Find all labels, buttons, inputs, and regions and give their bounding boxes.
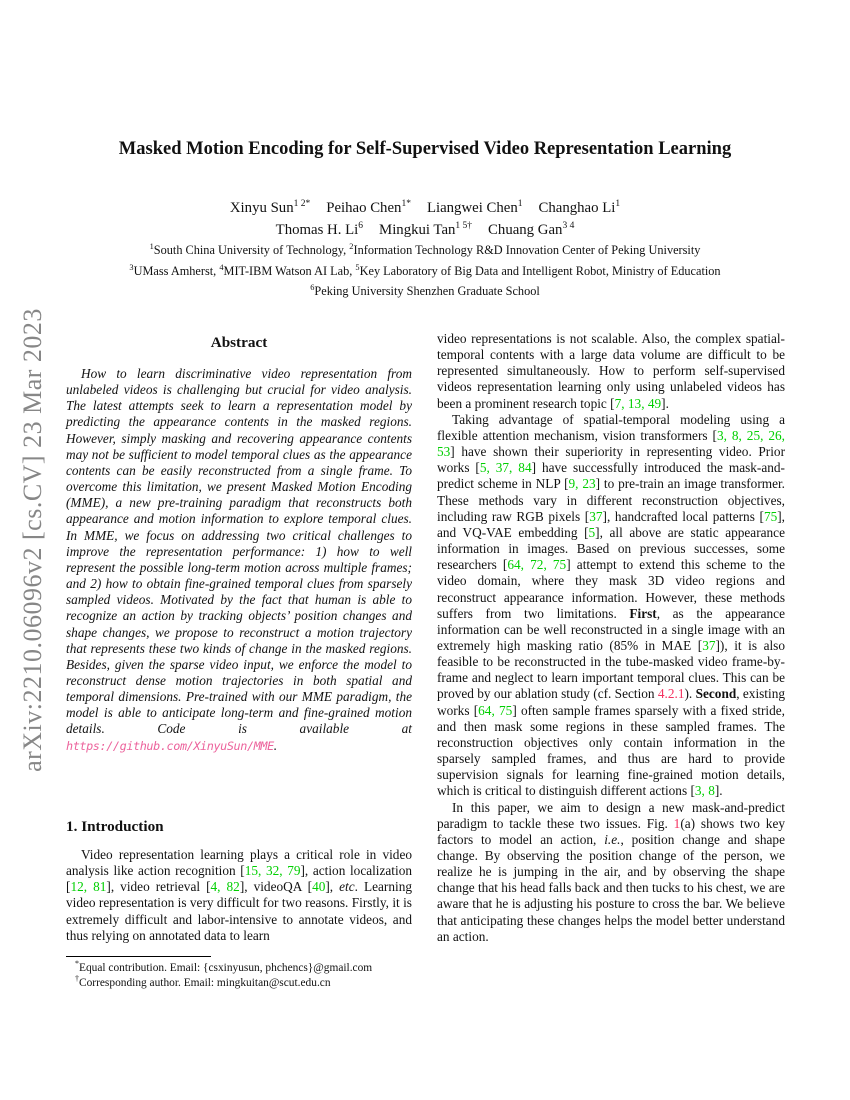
citation-link[interactable]: 4, 82 [210,879,240,895]
text-run: ], [325,879,340,895]
citation-link[interactable]: 5 [588,524,596,540]
citation-link[interactable]: 40 [312,879,326,895]
text-run: Peking University Shenzhen Graduate School [314,284,540,298]
superscript-marker: † [75,974,79,983]
text-run: , position change and shape change. By observing the position change of the person, we realize he is jumping in the air, and by observing the shape change that his head falls back and then tucks to his chest, we are aware that he is adjusting his posture to cross the bar. We believe that anticipating these changes helps the model better understand an action. [437,831,785,944]
text-run: Corresponding author. Email: mingkuitan@scut.edu.cn [79,976,331,989]
text-run: Information Technology R&D Innovation Center of Peking University [353,243,701,257]
abstract-text [66,366,412,754]
citation-link[interactable]: 9, 23 [568,476,596,492]
citation-link[interactable]: 3, 8, 25, 26, 53 [437,427,785,460]
author: Xinyu Sun$^{1 2*}$ [229,199,311,216]
text-run: ], video retrieval [ [106,879,211,895]
abstract-heading: Abstract [210,334,268,351]
introduction-heading: 1. Introduction [66,818,164,835]
superscript-marker: 2 [349,241,354,251]
text-run: . [273,737,278,753]
author-superscript: 1 [615,199,621,210]
text-run: ], and VQ-VAE embedding [ [437,508,785,540]
footnote-equal-contribution [66,961,412,976]
text-run: How to learn discriminative video representation from unlabeled videos is challenging but crucial for video analysis. The latest attempts seek to learn a representation model by predicting the appearance contents in the masked regions. However, simply masking and recovering appearance contents may not be sufficient to model temporal clues as the appearance contents can be easily reconstructed from a single frame. To overcome this limitation, we present Masked Motion Encoding (MME), a new pre-training paradigm that reconstructs both appearance and motion information to explore temporal clues. In MME, we focus on addressing two critical challenges to improve the representation performance: 1) how to well represent the possible long-term motion across multiple frames; and 2) how to obtain fine-grained temporal clues from sparsely sampled videos. Motivated by the fact that human is able to recognize an action by tracking objects’ position changes and shape changes, we propose to reconstruct a motion trajectory that represents these two kinds of change in the masked regions. Besides, given the sparse video input, we enforce the model to reconstruct dense motion trajectories in both spatial and temporal dimensions. Pre-trained with our MME paradigm, the model is able to anticipate long-term and fine-grained motion details. Code is available at [66,366,412,737]
citation-link[interactable]: 64, 75 [478,702,513,718]
text-run: ], handcrafted local patterns [ [602,508,764,524]
author: Peihao Chen$^{1*}$ [326,199,411,216]
affiliation-line [0,261,850,282]
text-run: video representations is not scalable. Also, the complex spatial-temporal contents with a large data volume are difficult to be represented simultaneously. How to perform self-supervised videos representation learning only using unlabeled videos has been a prominent research topic [ [437,331,785,411]
author: Liangwei Chen$^1$ [426,199,523,216]
author-superscript: 1 [517,199,523,210]
author-superscript: 1 2* [293,199,311,210]
text-run: Equal contribution. Email: {csxinyusun, phchencs}@gmail.com [79,962,373,974]
author: Changhao Li$^1$ [538,199,621,216]
author: Thomas H. Li$^6$ [275,221,364,238]
text-run: ], all above are static appearance information in images. Based on previous successes, some researchers [ [437,524,785,573]
text-run: ]. [714,783,723,799]
text-run: ]. [661,395,669,411]
section-ref-link[interactable]: 1 [673,815,681,831]
superscript-marker: * [75,959,79,969]
author: Mingkui Tan$^{1 5\dagger}$ [379,221,473,238]
superscript-marker: 6 [310,282,315,292]
superscript-marker: 1 [149,241,154,251]
text-run-bold: First [629,605,657,621]
text-run: MIT-IBM Watson AI Lab, [223,263,356,278]
author-block [0,197,850,241]
section-ref-link[interactable]: 4.2.1 [657,686,685,702]
text-run: Video representation learning plays a critical role in video analysis like action recognition [ [66,847,412,879]
code-repository-link[interactable]: https://github.com/XinyuSun/MME [66,738,274,753]
text-run: Taking advantage of spatial-temporal modeling using a flexible attention mechanism, vision transformers [ [437,411,785,443]
author-superscript: 1* [401,199,411,210]
citation-link[interactable]: 37 [702,637,716,653]
text-run: , existing works [ [437,686,785,718]
footnote-block [66,961,412,991]
text-run: ] to pre-train an image transformer. These methods vary in different reconstruction objectives, including raw RGB pixels [ [437,476,786,524]
text-run: (a) shows two key factors to model an action, [437,815,786,847]
author-superscript: 1 5† [455,221,473,232]
superscript-marker: 5 [355,262,360,272]
text-run-bold: Second [695,686,737,702]
right-column [437,331,785,945]
text-run-italic: i.e. [604,831,621,847]
author-superscript: 3 4 [562,221,575,232]
author: Chuang Gan$^{3 4}$ [488,221,575,238]
text-run: . Learning video representation is very difficult for two reasons. Firstly, it is extremely difficult and labor-intensive to annotate videos, and thus relying on annotated data to learn [66,879,413,943]
text-run: ], videoQA [ [239,879,313,895]
superscript-marker: 4 [219,262,224,272]
citation-link[interactable]: 15, 32, 79 [244,863,301,879]
text-run-italic: etc [339,879,355,895]
text-run: ]), it is also feasible to be reconstructed in the tube-masked video frame-by-frame and neglect to learn important temporal clues. This can be proved by our ablation study (cf. Section [437,637,785,702]
affiliation-line [0,281,850,302]
citation-link[interactable]: 12, 81 [70,879,107,895]
text-run: ] attempt to extend this scheme to the video domain, where they mask 3D video regions and reconstruct appearance information. However, these methods suffers from two limitations. [437,557,786,621]
body-paragraph [437,412,785,800]
body-paragraph [437,800,785,945]
citation-link[interactable]: 37 [589,508,603,524]
author-superscript: 6 [358,221,364,232]
superscript-marker: 3 [129,262,134,272]
text-run: ] have successfully introduced the mask-and-predict scheme in NLP [ [437,460,785,492]
footnote-rule [66,956,211,957]
footnote-corresponding-author [66,976,412,991]
citation-link[interactable]: 7, 13, 49 [614,395,662,411]
citation-link[interactable]: 64, 72, 75 [507,557,567,573]
arxiv-watermark: arXiv:2210.06096v2 [cs.CV] 23 Mar 2023 [18,308,47,772]
citation-link[interactable]: 75 [763,508,778,524]
body-paragraph [437,331,785,412]
text-run: UMass Amherst, [133,263,220,278]
text-run: Key Laboratory of Big Data and Intelligent Robot, Ministry of Education [359,263,721,278]
author-line-2 [0,219,850,241]
citation-link[interactable]: 5, 37, 84 [479,460,532,476]
text-run: , as the appearance information can be well reconstructed in a single image with an extremely high masking ratio (85% in MAE [ [437,605,785,653]
introduction-paragraph [66,847,412,944]
text-run: ). [684,686,696,702]
text-run: South China University of Technology, [153,243,350,257]
text-run: ] have shown their superiority in representing video. Prior works [ [437,444,785,476]
text-run: In this paper, we aim to design a new mask-and-predict paradigm to tackle these two issues. Fig. [437,799,785,831]
text-run: ] often sample frames sparsely with a fixed stride, and then mask some regions in these sampled frames. The reconstruction objectives only contain information in the sparsely sampled frames, and thus are hard to provide supervision signals for learning fine-grained motion details, which is critical to distinguish different actions [ [437,702,785,799]
author-line-1 [0,197,850,219]
paper-title: Masked Motion Encoding for Self-Supervised Video Representation Learning [118,139,732,159]
citation-link[interactable]: 3, 8 [694,783,715,799]
affiliation-line [0,240,850,261]
affiliation-block [0,240,850,302]
text-run: ], action localization [ [66,863,412,895]
